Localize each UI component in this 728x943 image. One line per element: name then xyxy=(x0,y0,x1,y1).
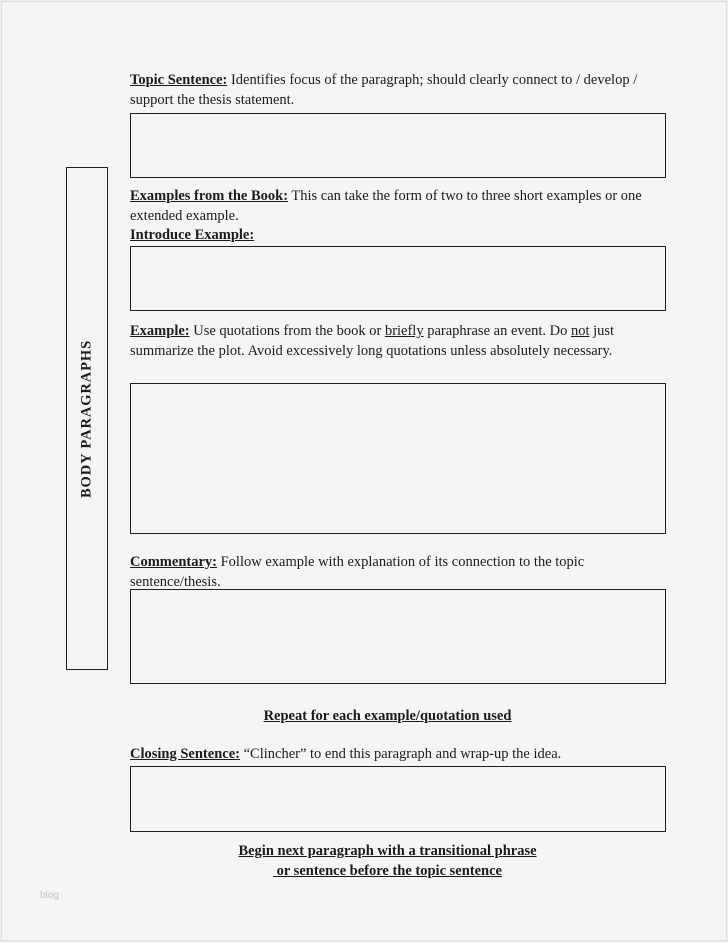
closing-sentence-box[interactable] xyxy=(130,766,666,832)
examples-label: Examples from the Book: xyxy=(130,188,289,204)
not-word: not xyxy=(570,323,590,339)
transition-note-line2: or sentence before the topic sentence xyxy=(273,862,502,879)
transition-note xyxy=(130,842,645,881)
topic-sentence-text: Identifies focus of the paragraph; should clearly connect to / develop / support the thesis statement. xyxy=(130,72,638,108)
example-instructions xyxy=(130,322,670,361)
introduce-example-box[interactable] xyxy=(130,246,666,311)
introduce-example-label: Introduce Example: xyxy=(130,227,255,243)
briefly-word: briefly xyxy=(384,323,424,339)
closing-sentence-instructions xyxy=(130,745,670,765)
example-box[interactable] xyxy=(130,383,666,534)
topic-sentence-label: Topic Sentence: xyxy=(130,72,228,88)
repeat-note-text: Repeat for each example/quotation used xyxy=(263,708,512,724)
commentary-text: Follow example with explanation of its connection to the topic sentence/thesis. xyxy=(130,554,585,590)
commentary-label: Commentary: xyxy=(130,554,217,570)
example-text-a: Use quotations from the book or xyxy=(189,323,385,339)
repeat-note xyxy=(130,707,645,727)
closing-sentence-text: “Clincher” to end this paragraph and wrap-up the idea. xyxy=(239,746,562,762)
example-text-b: paraphrase an event. Do xyxy=(423,323,571,339)
examples-text: This can take the form of two to three short examples or one extended example. xyxy=(130,188,642,224)
commentary-instructions xyxy=(130,553,670,592)
worksheet-page xyxy=(1,1,727,941)
examples-instructions xyxy=(130,187,670,246)
commentary-box[interactable] xyxy=(130,589,666,684)
watermark: blog xyxy=(40,890,59,901)
closing-sentence-label: Closing Sentence: xyxy=(130,746,240,762)
body-paragraphs-sidebar xyxy=(66,167,108,670)
topic-sentence-instructions xyxy=(130,71,670,110)
sidebar-label: BODY PARAGRAPHS xyxy=(78,339,95,498)
example-text-c: just summarize the plot. Avoid excessively long quotations unless absolutely necessary. xyxy=(130,323,615,359)
transition-note-line1: Begin next paragraph with a transitional phrase xyxy=(238,843,537,859)
example-label: Example: xyxy=(130,323,190,339)
topic-sentence-box[interactable] xyxy=(130,113,666,178)
